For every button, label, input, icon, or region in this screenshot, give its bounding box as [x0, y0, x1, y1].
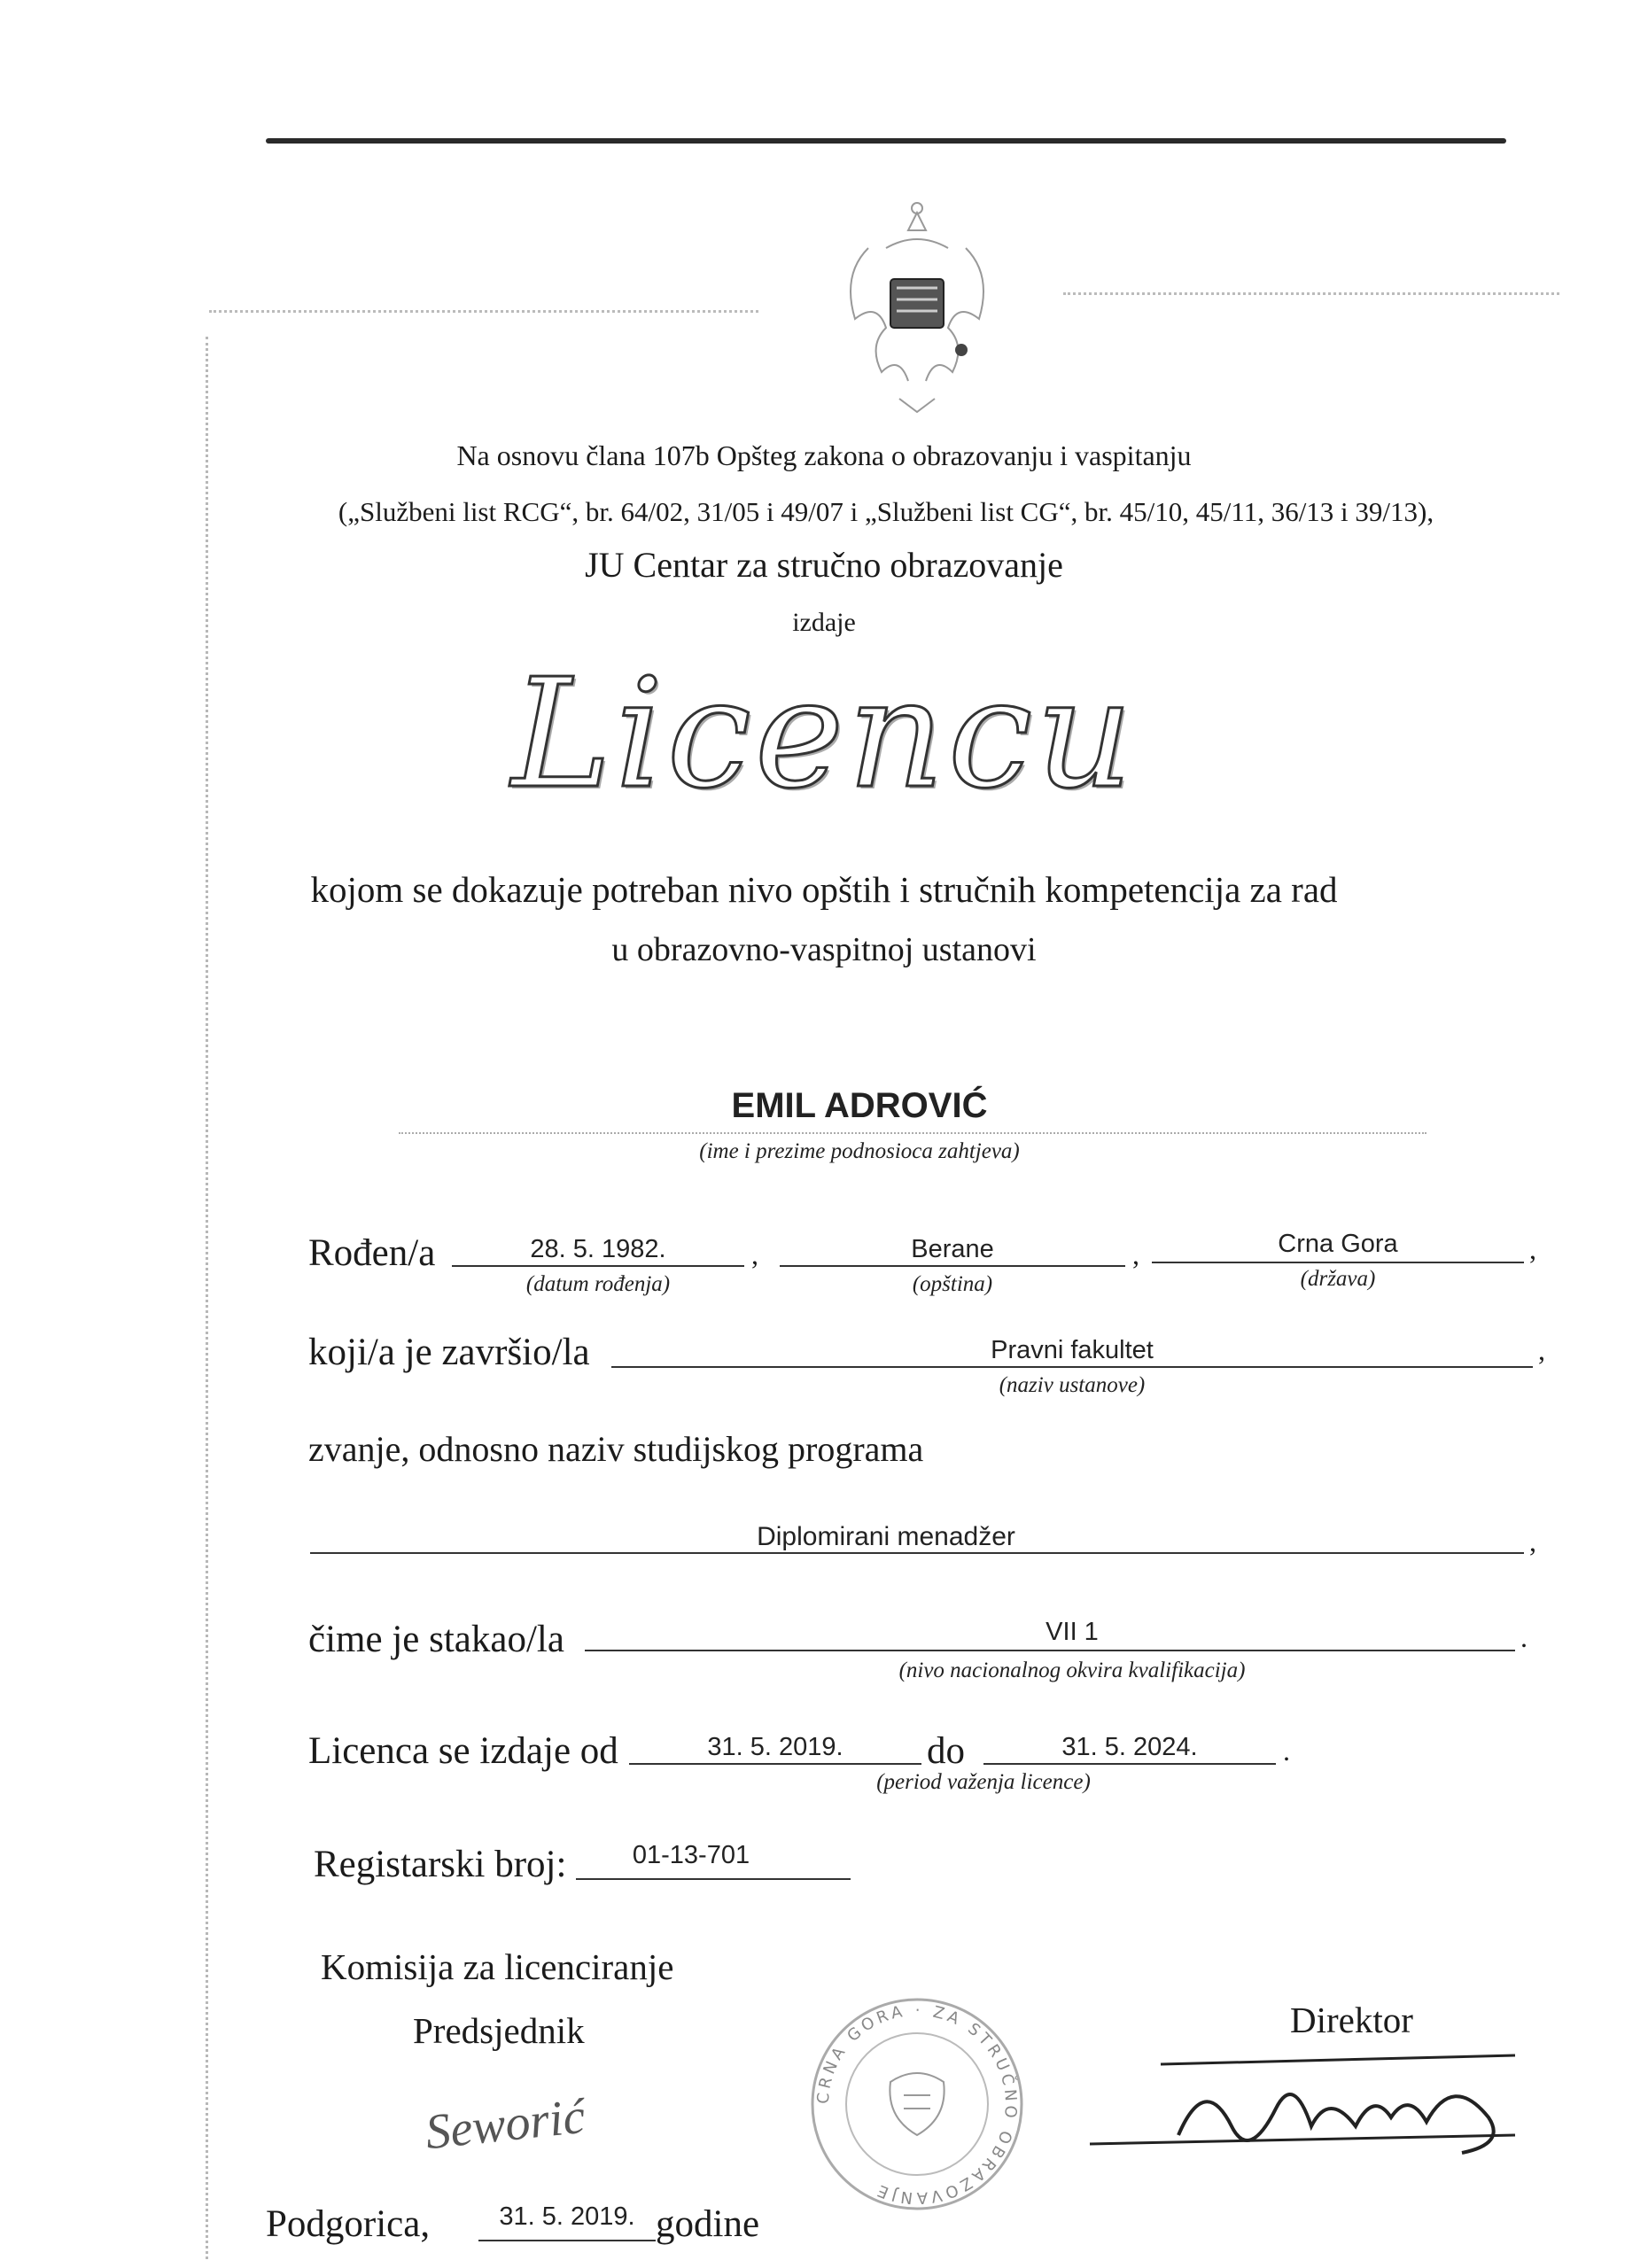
purpose-line1: kojom se dokazuje potreban nivo opštih i stručnih kompetencija za rad: [310, 869, 1338, 910]
qualification-line: [585, 1650, 1515, 1651]
period: .: [1520, 1621, 1528, 1653]
issuer-name: JU Centar za stručno obrazovanje: [585, 545, 1063, 585]
birth-date-line: [452, 1265, 744, 1267]
holder-name: EMIL ADROVIĆ: [731, 1086, 988, 1125]
holder-name-caption: (ime i prezime podnosioca zahtjeva): [699, 1139, 1020, 1163]
footer-date-line: [478, 2240, 656, 2241]
institution-caption: (naziv ustanove): [999, 1373, 1146, 1397]
top-rule: [266, 138, 1506, 144]
comma: ,: [1538, 1334, 1545, 1366]
validity-label: Licenca se izdaje od: [308, 1730, 618, 1772]
document-title: Licencu: [511, 647, 1137, 822]
registry-line: [576, 1878, 851, 1880]
president-signature: Seworić: [423, 2088, 588, 2161]
comma: ,: [751, 1239, 758, 1270]
municipality-caption: (opština): [912, 1272, 993, 1296]
qualification-level: VII 1: [1046, 1618, 1099, 1646]
birth-country: Crna Gora: [1278, 1230, 1398, 1258]
commission-label: Komisija za licenciranje: [321, 1946, 674, 1987]
birth-date: 28. 5. 1982.: [530, 1235, 666, 1263]
program-name: Diplomirani menadžer: [757, 1522, 1015, 1551]
footer-date: 31. 5. 2019.: [499, 2202, 635, 2231]
border-top-right: [1063, 292, 1559, 302]
svg-text:CRNA GORA · ZA STRUČNO OBRAZOV: [814, 2001, 1021, 2207]
president-label: Predsjednik: [413, 2010, 585, 2051]
country-caption: (država): [1300, 1267, 1376, 1291]
valid-from-line: [629, 1763, 921, 1765]
birth-label: Rođen/a: [308, 1232, 436, 1274]
valid-to: 31. 5. 2024.: [1061, 1733, 1198, 1761]
comma: ,: [1529, 1526, 1536, 1557]
border-top-left: [209, 310, 758, 320]
comma: ,: [1529, 1233, 1536, 1265]
issues-word: izdaje: [792, 608, 856, 637]
birth-date-caption: (datum rođenja): [525, 1272, 671, 1296]
legal-basis-line1: Na osnovu člana 107b Opšteg zakona o obrazovanju i vaspitanju: [456, 439, 1192, 471]
country-line: [1152, 1262, 1524, 1263]
birth-municipality: Berane: [911, 1235, 994, 1263]
director-signature: [1072, 2038, 1533, 2171]
year-word: godine: [656, 2203, 760, 2245]
municipality-line: [780, 1265, 1125, 1267]
graduated-label: koji/a je završio/la: [308, 1332, 590, 1373]
valid-from: 31. 5. 2019.: [707, 1733, 843, 1761]
stamp-text: CRNA GORA · ZA STRUČNO OBRAZOVANJE: [813, 2000, 1021, 2208]
period: .: [1283, 1735, 1290, 1767]
purpose-line2: u obrazovno-vaspitnoj ustanovi: [611, 931, 1037, 968]
coat-of-arms-icon: [815, 195, 1019, 416]
validity-caption: (period važenja licence): [876, 1770, 1091, 1794]
institution-name: Pravni fakultet: [991, 1336, 1154, 1364]
registry-label: Registarski broj:: [314, 1844, 567, 1885]
qualification-caption: (nivo nacionalnog okvira kvalifikacija): [898, 1658, 1246, 1682]
name-line: [399, 1132, 1426, 1134]
institution-line: [611, 1366, 1533, 1368]
registry-number: 01-13-701: [632, 1841, 750, 1869]
official-stamp: [797, 1984, 1037, 2224]
legal-basis-line2: („Službeni list RCG“, br. 64/02, 31/05 i 49/07 i „Službeni list CG“, br. 45/10, 45/11, 36/13 i 39/13),: [338, 496, 1434, 527]
program-line: [310, 1552, 1524, 1554]
comma: ,: [1132, 1239, 1139, 1270]
director-label: Direktor: [1290, 2000, 1413, 2040]
valid-to-line: [983, 1763, 1276, 1765]
qualification-label: čime je stakao/la: [308, 1619, 564, 1660]
place-label: Podgorica,: [266, 2203, 431, 2245]
program-label: zvanje, odnosno naziv studijskog programa: [308, 1429, 924, 1469]
to-word: do: [927, 1730, 965, 1772]
